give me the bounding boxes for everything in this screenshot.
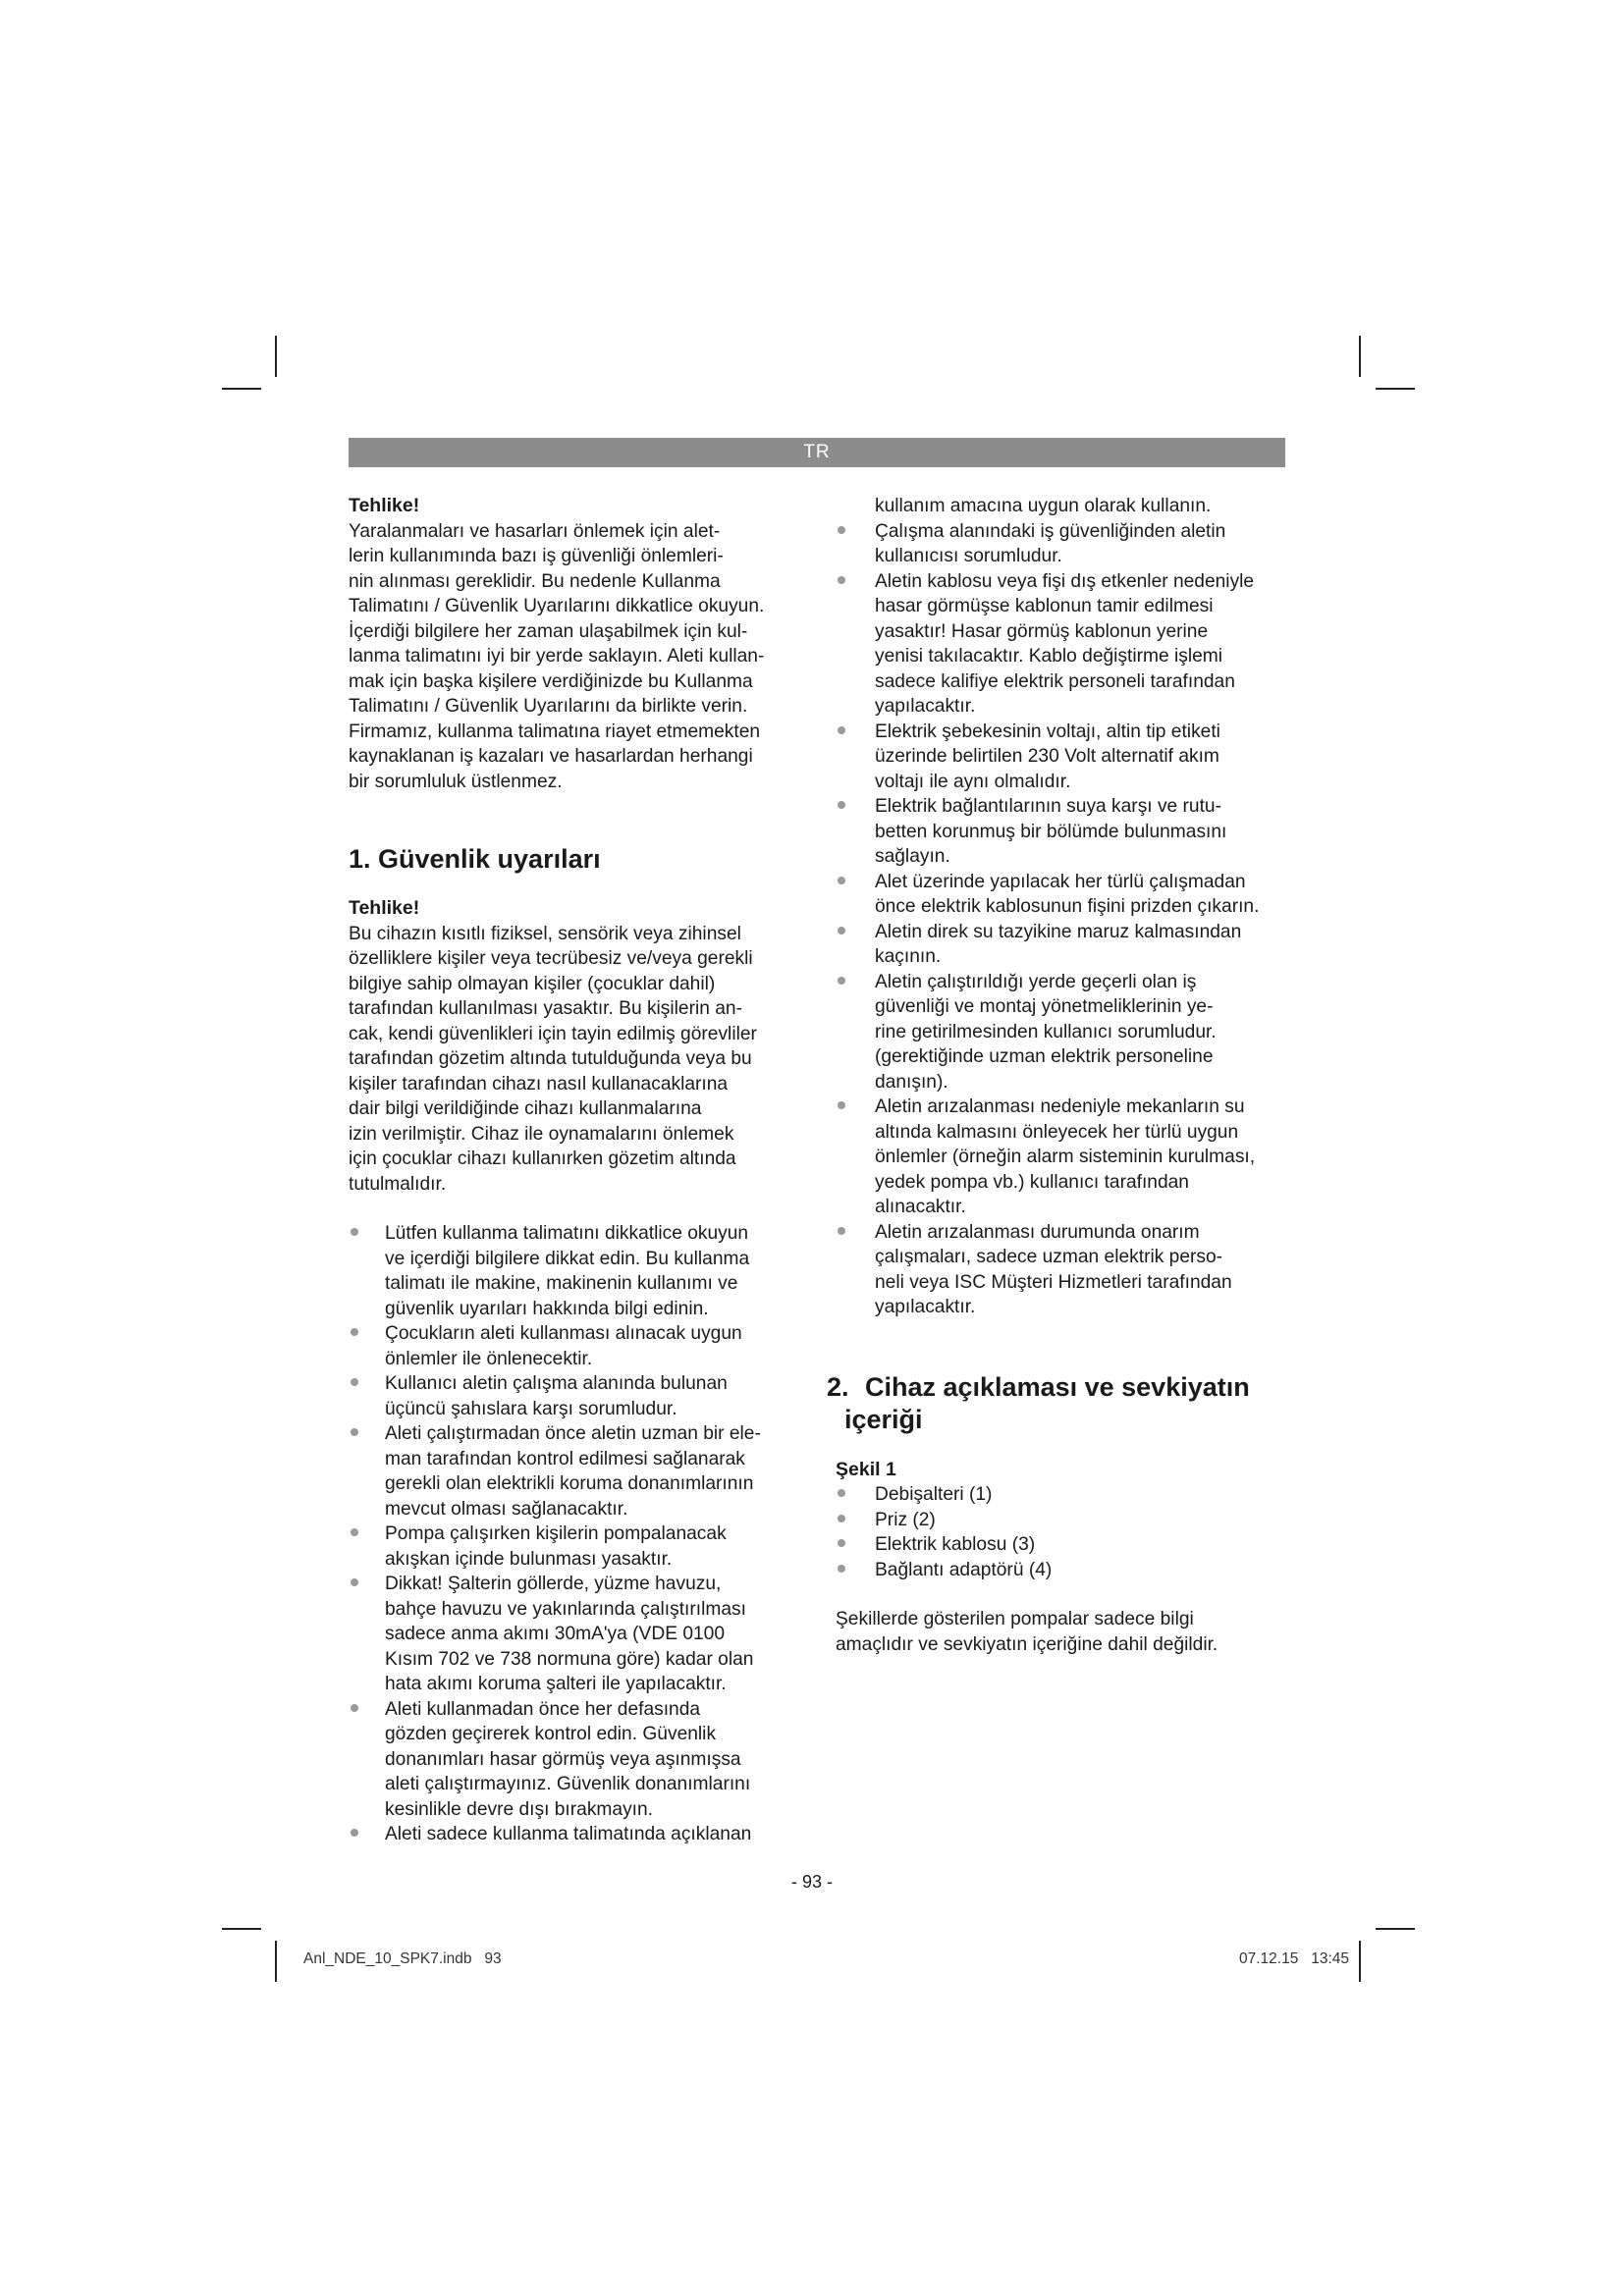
print-datetime: 07.12.15 13:45 bbox=[1239, 1950, 1350, 1967]
list-item: Alet üzerinde yapılacak her türlü çalışmadan önce elektrik kablosunun fişini prizden çıkarın. bbox=[836, 870, 1289, 920]
bullet-dot-icon bbox=[838, 801, 845, 809]
list-item: Çocukların aleti kullanması alınacak uygun önlemler ile önlenecektir. bbox=[349, 1321, 795, 1371]
list-item: Aletin kablosu veya fişi dış etkenler nedeniyle hasar görmüşse kablonun tamir edilmesi yasaktır! Hasar görmüş kablonun yerine yenisi takılacaktır. Kablo değiştirme işlemi sadece kalifiye elektrik personeli tarafından yapılacaktır. bbox=[836, 569, 1289, 720]
section-2-number: 2. bbox=[827, 1371, 849, 1402]
bullet-dot-icon bbox=[838, 1489, 845, 1497]
bullet-dot-icon bbox=[838, 1565, 845, 1573]
list-item: Aleti çalıştırmadan önce aletin uzman bir ele- man tarafından kontrol edilmesi sağlanarak gerekli olan elektrikli koruma donanımlarının mevcut olması sağlanacaktır. bbox=[349, 1421, 795, 1522]
bullet-dot-icon bbox=[351, 1578, 358, 1586]
list-item: Aletin çalıştırıldığı yerde geçerli olan iş güvenliği ve montaj yönetmeliklerinin ye- rine getirilmesinden kullanıcı sorumludur. (gerektiğinde uzman elektrik personeline danışın). bbox=[836, 970, 1289, 1095]
spacer bbox=[349, 1197, 795, 1221]
list-item: Elektrik bağlantılarının suya karşı ve rutu- betten korunmuş bir bölümde bulunmasını sağlayın. bbox=[836, 794, 1289, 870]
bullet-dot-icon bbox=[838, 526, 845, 534]
crop-mark-top-left-horizontal bbox=[222, 388, 261, 390]
crop-mark-top-right-vertical bbox=[1359, 336, 1361, 377]
list-item: Aletin arızalanması nedeniyle mekanların su altında kalmasını önleyecek her türlü uygun önlemler (örneğin alarm sisteminin kurulması, yedek pompa vb.) kullanıcı tarafından alınacaktır. bbox=[836, 1095, 1289, 1220]
danger-text-1: Yaralanmaları ve hasarları önlemek için alet- lerin kullanımında bazı iş güvenliği önlemleri- nin alınması gereklidir. Bu nedenle Kullanma Talimatını / Güvenlik Uyarılarını dikkatlice okuyun. İçerdiği bilgilere her zaman ulaşabilmek için kul- lanma talimatını iyi bir yerde saklayın. Aleti kullan- mak için başka kişilere verdiğinizde bu Kullanma Talimatını / Güvenlik Uyarılarını da birlikte verin. Firmamız, kullanma talimatına riayet etmemekten kaynaklanan iş kazaları ve hasarlardan herhangi bir sorumluluk üstlenmez. bbox=[349, 520, 765, 792]
list-item: Bağlantı adaptörü (4) bbox=[836, 1558, 1289, 1583]
crop-mark-top-left-vertical bbox=[275, 336, 277, 377]
safety-bullet-list bbox=[349, 1221, 795, 1847]
list-item: Dikkat! Şalterin göllerde, yüzme havuzu, bahçe havuzu ve yakınlarında çalıştırılması sadece anma akımı 30mA'ya (VDE 0100 Kısım 702 ve 738 normuna göre) kadar olan hata akımı koruma şalteri ile yapılacaktır. bbox=[349, 1572, 795, 1697]
bullet-dot-icon bbox=[838, 877, 845, 884]
spacer bbox=[836, 1320, 1289, 1371]
safety-bullet-list-continued bbox=[836, 519, 1289, 1320]
list-item: Çalışma alanındaki iş güvenliğinden aletin kullanıcısı sorumludur. bbox=[836, 519, 1289, 569]
section-2-heading bbox=[827, 1371, 1289, 1436]
crop-mark-bottom-right-horizontal bbox=[1376, 1928, 1415, 1930]
bullet-dot-icon bbox=[351, 1528, 358, 1536]
crop-mark-bottom-right-vertical bbox=[1359, 1941, 1361, 1982]
list-item: Aleti kullanmadan önce her defasında gözden geçirerek kontrol edin. Güvenlik donanımları hasar görmüş veya aşınmışsa aleti çalıştırmayınız. Güvenlik donanımlarını kesinlikle devre dışı bırakmayın. bbox=[349, 1697, 795, 1823]
list-item: Aletin arızalanması durumunda onarım çalışmaları, sadece uzman elektrik perso- neli veya ISC Müşteri Hizmetleri tarafından yapılacaktır. bbox=[836, 1220, 1289, 1320]
bullet-dot-icon bbox=[838, 576, 845, 584]
continuation-text: kullanım amacına uygun olarak kullanın. bbox=[875, 496, 1212, 516]
bullet-dot-icon bbox=[838, 1515, 845, 1522]
list-item: Debişalteri (1) bbox=[836, 1482, 1289, 1508]
crop-mark-bottom-left-vertical bbox=[275, 1941, 277, 1982]
spacer bbox=[349, 876, 795, 896]
list-item: Aleti sadece kullanma talimatında açıklanan bbox=[349, 1822, 795, 1847]
bullet-dot-icon bbox=[838, 1101, 845, 1109]
figure-note: Şekillerde gösterilen pompalar sadece bilgi amaçlıdır ve sevkiyatın içeriğine dahil değildir. bbox=[836, 1609, 1218, 1655]
bullet-dot-icon bbox=[351, 1829, 358, 1837]
list-item: Aletin direk su tazyikine maruz kalmasından kaçının. bbox=[836, 920, 1289, 970]
list-item: Kullanıcı aletin çalışma alanında bulunan üçüncü şahıslara karşı sorumludur. bbox=[349, 1371, 795, 1421]
figure-label: Şekil 1 bbox=[836, 1458, 896, 1480]
list-item: Lütfen kullanma talimatını dikkatlice okuyun ve içerdiği bilgilere dikkat edin. Bu kullanma talimatı ile makine, makinenin kullanımı ve güvenlik uyarıları hakkında bilgi edinin. bbox=[349, 1221, 795, 1321]
crop-mark-bottom-left-horizontal bbox=[222, 1928, 261, 1930]
list-item: Priz (2) bbox=[836, 1508, 1289, 1533]
danger-text-2: Bu cihazın kısıtlı fiziksel, sensörik veya zihinsel özelliklere kişiler veya tecrübesiz ve/veya gerekli bilgiye sahip olmayan kişiler (çocuklar dahil) tarafından kullanılması yasaktır. Bu kişilerin an- cak, kendi güvenlikleri için tayin edilmiş görevliler tarafından gözetim altında tutulduğunda veya bu kişiler tarafından cihazı nasıl kullanacaklarına dair bilgi verildiğinde cihazı kullanmalarına izin verilmiştir. Cihaz ile oynamalarını önlemek için çocuklar cihazı kullanırken gözetim altında tutulmalıdır. bbox=[349, 923, 757, 1195]
spacer bbox=[349, 794, 795, 843]
bullet-dot-icon bbox=[351, 1428, 358, 1436]
bullet-dot-icon bbox=[351, 1378, 358, 1386]
section-1-title: Güvenlik uyarıları bbox=[378, 844, 601, 874]
danger-heading-2: Tehlike! bbox=[349, 897, 420, 919]
list-item: Pompa çalışırken kişilerin pompalanacak akışkan içinde bulunması yasaktır. bbox=[349, 1522, 795, 1572]
section-1-number: 1. bbox=[349, 844, 371, 874]
danger-heading-1: Tehlike! bbox=[349, 495, 420, 516]
print-file-slug: Anl_NDE_10_SPK7.indb 93 bbox=[303, 1950, 502, 1967]
bullet-dot-icon bbox=[351, 1228, 358, 1236]
right-column bbox=[827, 494, 1289, 1657]
bullet-dot-icon bbox=[838, 726, 845, 734]
language-code: TR bbox=[803, 442, 831, 462]
section-2-title: Cihaz açıklaması ve sevkiyatın içeriği bbox=[844, 1371, 1250, 1434]
bullet-dot-icon bbox=[351, 1704, 358, 1712]
crop-mark-top-right-horizontal bbox=[1376, 388, 1415, 390]
bullet-dot-icon bbox=[838, 977, 845, 985]
bullet-dot-icon bbox=[838, 1227, 845, 1235]
page-number: - 93 - bbox=[790, 1872, 833, 1892]
language-header-bar bbox=[349, 438, 1285, 467]
bullet-dot-icon bbox=[838, 1539, 845, 1547]
spacer bbox=[836, 1436, 1289, 1458]
bullet-dot-icon bbox=[351, 1328, 358, 1336]
spacer bbox=[836, 1582, 1289, 1607]
figure-parts-list bbox=[836, 1482, 1289, 1582]
bullet-dot-icon bbox=[838, 927, 845, 934]
section-1-heading bbox=[349, 843, 795, 876]
list-item: Elektrik şebekesinin voltajı, altin tip etiketi üzerinde belirtilen 230 Volt alternatif akım voltajı ile aynı olmalıdır. bbox=[836, 720, 1289, 795]
list-item: Elektrik kablosu (3) bbox=[836, 1532, 1289, 1558]
left-column bbox=[349, 494, 795, 1847]
